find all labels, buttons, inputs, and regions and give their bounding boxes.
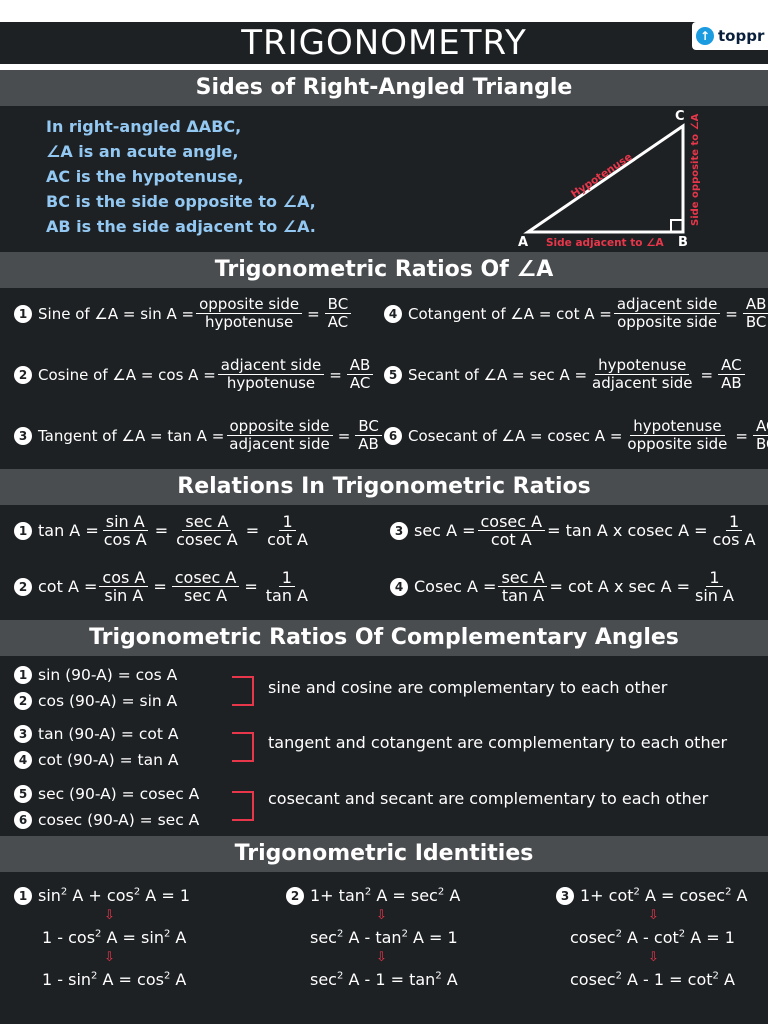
section-heading-relations: Relations In Trigonometric Ratios: [0, 469, 768, 505]
fraction: $\frac{\text{adjacent side}}{\text{hypotenuse}}$: [218, 357, 324, 392]
section-relations: [0, 505, 768, 621]
arrow-up-icon: ↑: [696, 27, 714, 45]
identity-1-derived: $1 - \cos^2 A = \sin^2 A$: [42, 928, 187, 947]
number-badge: 1: [14, 305, 32, 323]
ratio-cosine: 2 Cosine of ∠A = cos A = $\frac{\text{adjacent side}}{\text{hypotenuse}}$ = $\frac{AB}{AC}$: [14, 357, 375, 392]
fraction: $\frac{\text{opposite side}}{\text{adjacent side}}$: [226, 418, 332, 453]
fraction: $\frac{\text{sec A}}{\text{tan A}}$: [498, 569, 547, 604]
right-triangle-diagram: [500, 106, 710, 252]
down-arrow-icon: ⇩: [376, 950, 387, 965]
number-badge: 5: [384, 366, 402, 384]
number-badge: 3: [390, 522, 408, 540]
down-arrow-icon: ⇩: [104, 908, 115, 923]
ratio-cotangent: 4 Cotangent of ∠A = cot A = $\frac{\text{adjacent side}}{\text{opposite side}}$ = $\frac{AB}{BC}$: [384, 296, 771, 331]
ratio-label: Sine of ∠A = sin A =: [38, 304, 195, 323]
number-badge: 3: [14, 427, 32, 445]
ratio-secant: 5 Secant of ∠A = sec A = $\frac{\text{hypotenuse}}{\text{adjacent side}}$ = $\frac{AC}{AB}$: [384, 357, 747, 392]
ratio-cosecant: 6 Cosecant of ∠A = cosec A = $\frac{\text{hypotenuse}}{\text{opposite side}}$ = $\frac{AC}{BC}$: [384, 418, 782, 453]
relation-sec: 3 sec A = $\frac{\text{cosec A}}{\text{cot A}}$ = tan A x cosec A = $\frac{1}{\text{cos A}}$: [390, 513, 761, 548]
section-identities: [0, 872, 768, 1024]
down-arrow-icon: ⇩: [648, 908, 659, 923]
ratio-label: Tangent of ∠A = tan A =: [38, 426, 225, 445]
identity-3-derived: cosec$^2$ $A - 1 = \cot^2 A$: [570, 970, 735, 989]
fraction: $\frac{1}{\text{tan A}}$: [265, 568, 308, 605]
fraction: $\frac{\text{sin A}}{\text{cos A}}$: [103, 512, 147, 549]
number-badge: 6: [384, 427, 402, 445]
identity-1-derived: $1 - \sin^2 A = \cos^2 A$: [42, 970, 187, 989]
section-heading-ratios: Trigonometric Ratios Of ∠A: [0, 252, 768, 288]
ratio-tangent: 3 Tangent of ∠A = tan A = $\frac{\text{opposite side}}{\text{adjacent side}}$ = $\frac{BC}{AB}$: [14, 418, 384, 453]
fraction: $\frac{AB}{AC}$: [347, 357, 374, 392]
ratio-label: Secant of ∠A = sec A =: [408, 365, 588, 384]
identity-1: 1 $\sin^2 A + \cos^2 A = 1$: [14, 886, 190, 905]
complementary-formula: 5 sec (90-A) = cosec A: [14, 785, 199, 803]
sides-line: AC is the hypotenuse,: [46, 167, 244, 186]
right-angle-marker: [671, 220, 683, 232]
sides-description: [46, 114, 316, 239]
page-title: TRIGONOMETRY: [241, 23, 527, 63]
number-badge: 2: [14, 578, 32, 596]
down-arrow-icon: ⇩: [648, 950, 659, 965]
relation-cosec: 4 Cosec A = $\frac{\text{sec A}}{\text{tan A}}$ = cot A x sec A = $\frac{1}{\text{sin A}}$: [390, 569, 739, 604]
fraction: $\frac{BC}{AC}$: [325, 296, 352, 331]
bracket: [232, 732, 254, 762]
sides-line: AB is the side adjacent to ∠A.: [46, 217, 316, 236]
fraction: $\frac{\text{cosec A}}{\text{cot A}}$: [478, 513, 546, 548]
fraction: $\frac{\text{sec A}}{\text{cosec A}}$: [176, 512, 238, 549]
section-heading-complementary: Trigonometric Ratios Of Complementary Angles: [0, 620, 768, 656]
fraction: $\frac{AC}{BC}$: [753, 418, 780, 453]
fraction: $\frac{1}{\text{cot A}}$: [267, 512, 308, 549]
adjacent-label: Side adjacent to ∠A: [546, 237, 664, 249]
complementary-note: sine and cosine are complementary to each other: [268, 678, 668, 697]
fraction: $\frac{\text{hypotenuse}}{\text{opposite side}}$: [627, 417, 728, 453]
identity-2: 2 $1+ \tan^2 A = \sec^2 A$: [286, 886, 460, 905]
complementary-note: tangent and cotangent are complementary to each other: [268, 733, 728, 752]
complementary-formula: 4 cot (90-A) = tan A: [14, 751, 178, 769]
complementary-formula: 1 sin (90-A) = cos A: [14, 666, 177, 684]
vertex-a: A: [518, 235, 529, 250]
ratio-label: Cotangent of ∠A = cot A =: [408, 304, 612, 323]
complementary-formula: 6 cosec (90-A) = sec A: [14, 811, 199, 829]
ratio-sine: 1 Sine of ∠A = sin A = $\frac{\text{opposite side}}{\text{hypotenuse}}$ = $\frac{BC}{AC}$: [14, 296, 353, 331]
opposite-label: Side opposite to ∠A: [690, 113, 701, 226]
hypotenuse-label: Hypotenuse: [568, 150, 635, 201]
fraction: $\frac{1}{\text{cos A}}$: [712, 512, 756, 549]
sides-line: BC is the side opposite to ∠A,: [46, 192, 316, 211]
sides-line: In right-angled ΔABC,: [46, 117, 242, 136]
vertex-c: C: [675, 109, 685, 124]
identity-2-derived: $\sec^2 A - \tan^2 A = 1$: [310, 928, 458, 947]
identity-3-derived: cosec$^2$ $A - \cot^2 A = 1$: [570, 928, 735, 947]
number-badge: 1: [14, 522, 32, 540]
vertex-b: B: [678, 235, 688, 250]
fraction: $\frac{AB}{BC}$: [743, 296, 770, 331]
relation-tan: 1 tan A = $\frac{\text{sin A}}{\text{cos A}}$ = $\frac{\text{sec A}}{\text{cosec A}}$ = $\frac{1}{\text{cot A}}$: [14, 513, 313, 548]
brand-logo: [692, 22, 768, 50]
bracket: [232, 791, 254, 821]
relation-cot: 2 cot A = $\frac{\text{cos A}}{\text{sin A}}$ = $\frac{\text{cosec A}}{\text{sec A}}$ = $\frac{1}{\text{tan A}}$: [14, 569, 313, 604]
down-arrow-icon: ⇩: [104, 950, 115, 965]
ratio-label: Cosine of ∠A = cos A =: [38, 365, 216, 384]
brand-name: toppr: [718, 27, 765, 45]
fraction: $\frac{\text{hypotenuse}}{\text{adjacent side}}$: [592, 356, 693, 392]
fraction: $\frac{\text{cosec A}}{\text{sec A}}$: [172, 569, 240, 604]
fraction: $\frac{\text{cos A}}{\text{sin A}}$: [99, 569, 148, 604]
number-badge: 2: [14, 366, 32, 384]
fraction: $\frac{\text{opposite side}}{\text{hypotenuse}}$: [196, 296, 302, 331]
number-badge: 4: [390, 578, 408, 596]
fraction: $\frac{\text{adjacent side}}{\text{opposite side}}$: [614, 296, 720, 331]
section-sides: [0, 106, 768, 252]
section-complementary: [0, 656, 768, 838]
sides-line: ∠A is an acute angle,: [46, 142, 239, 161]
section-heading-identities: Trigonometric Identities: [0, 836, 768, 872]
section-heading-sides: Sides of Right-Angled Triangle: [0, 70, 768, 106]
complementary-formula: 2 cos (90-A) = sin A: [14, 692, 177, 710]
ratio-label: Cosecant of ∠A = cosec A =: [408, 426, 623, 445]
identity-2-derived: $\sec^2 A - 1 = \tan^2 A$: [310, 970, 458, 989]
section-ratios: [0, 288, 777, 470]
complementary-note: cosecant and secant are complementary to each other: [268, 789, 709, 808]
fraction: $\frac{AC}{AB}$: [718, 357, 745, 392]
bracket: [232, 676, 254, 706]
complementary-formula: 3 tan (90-A) = cot A: [14, 725, 178, 743]
number-badge: 4: [384, 305, 402, 323]
down-arrow-icon: ⇩: [376, 908, 387, 923]
fraction: $\frac{BC}{AB}$: [355, 418, 382, 453]
identity-3: 3 $1+ \cot^2 A = cosec^2$ A: [556, 886, 747, 905]
fraction: $\frac{1}{\text{sin A}}$: [695, 568, 734, 605]
